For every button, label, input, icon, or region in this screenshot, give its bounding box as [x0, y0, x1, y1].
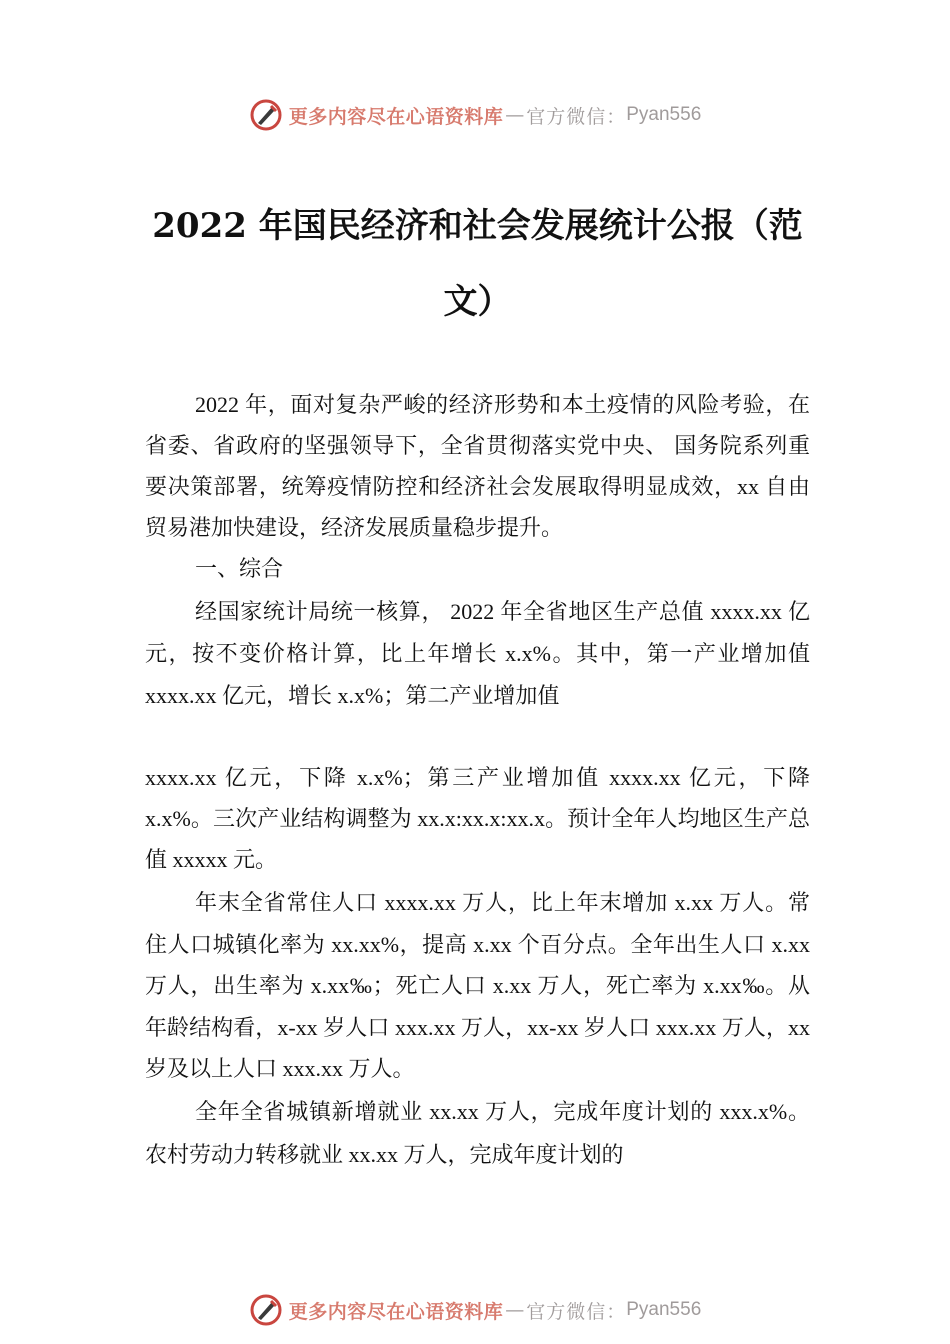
- watermark-brand-text: 更多内容尽在心语资料库: [288, 1300, 504, 1323]
- watermark-wechat-label: 官方微信：: [526, 1300, 627, 1323]
- pen-logo-icon: [249, 98, 283, 132]
- watermark-wechat-label: 官方微信：: [526, 105, 627, 128]
- watermark-separator: —: [505, 104, 525, 126]
- gdp-paragraph: 经国家统计局统一核算， 2022 年全省地区生产总值 xxxx.xx 亿元，按不变价格计算，比上年增长 x.x%。其中，第一产业增加值 xxxx.xx 亿元，增长 x.x%；第二产业增加值: [145, 599, 810, 708]
- intro-paragraph: 2022 年，面对复杂严峻的经济形势和本土疫情的风险考验，在省委、省政府的坚强领导下，全省贯彻落实党中央、 国务院系列重要决策部署，统筹疫情防控和经济社会发展取得明显成效，xx 自由贸易港加快建设，经济发展质量稳步提升。: [145, 392, 810, 540]
- watermark-separator: —: [505, 1299, 525, 1321]
- population-paragraph: 年末全省常住人口 xxxx.xx 万人，比上年末增加 x.xx 万人。常住人口城镇化率为 xx.xx%，提高 x.xx 个百分点。全年出生人口 x.xx 万人，出生率为 x.xx‰；死亡人口 x.xx 万人，死亡率为 x.xx‰。从年龄结构看，x-xx 岁人口 xxx.xx 万人，xx-xx 岁人口 xxx.xx 万人，xx 岁及以上人口 xxx.xx 万人。: [145, 890, 810, 1081]
- section-heading-general: 一、综合: [195, 556, 284, 581]
- pen-logo-icon: [249, 1293, 283, 1327]
- watermark-brand-text: 更多内容尽在心语资料库: [288, 105, 504, 128]
- footer-watermark: [0, 1290, 950, 1330]
- document-title: 2022 年国民经济和社会发展统计公报（范文）: [152, 206, 803, 322]
- watermark-wechat-id: Pyan556: [626, 1299, 702, 1320]
- watermark-wechat-id: Pyan556: [626, 104, 702, 125]
- industry-paragraph: xxxx.xx 亿元，下降 x.x%；第三产业增加值 xxxx.xx 亿元，下降 x.x%。三次产业结构调整为 xx.x:xx.x:xx.x。预计全年人均地区生产总值 xxxxx 元。: [145, 765, 810, 872]
- header-watermark: [0, 95, 950, 135]
- employment-paragraph: 全年全省城镇新增就业 xx.xx 万人，完成年度计划的 xxx.x%。农村劳动力转移就业 xx.xx 万人，完成年度计划的: [145, 1099, 810, 1167]
